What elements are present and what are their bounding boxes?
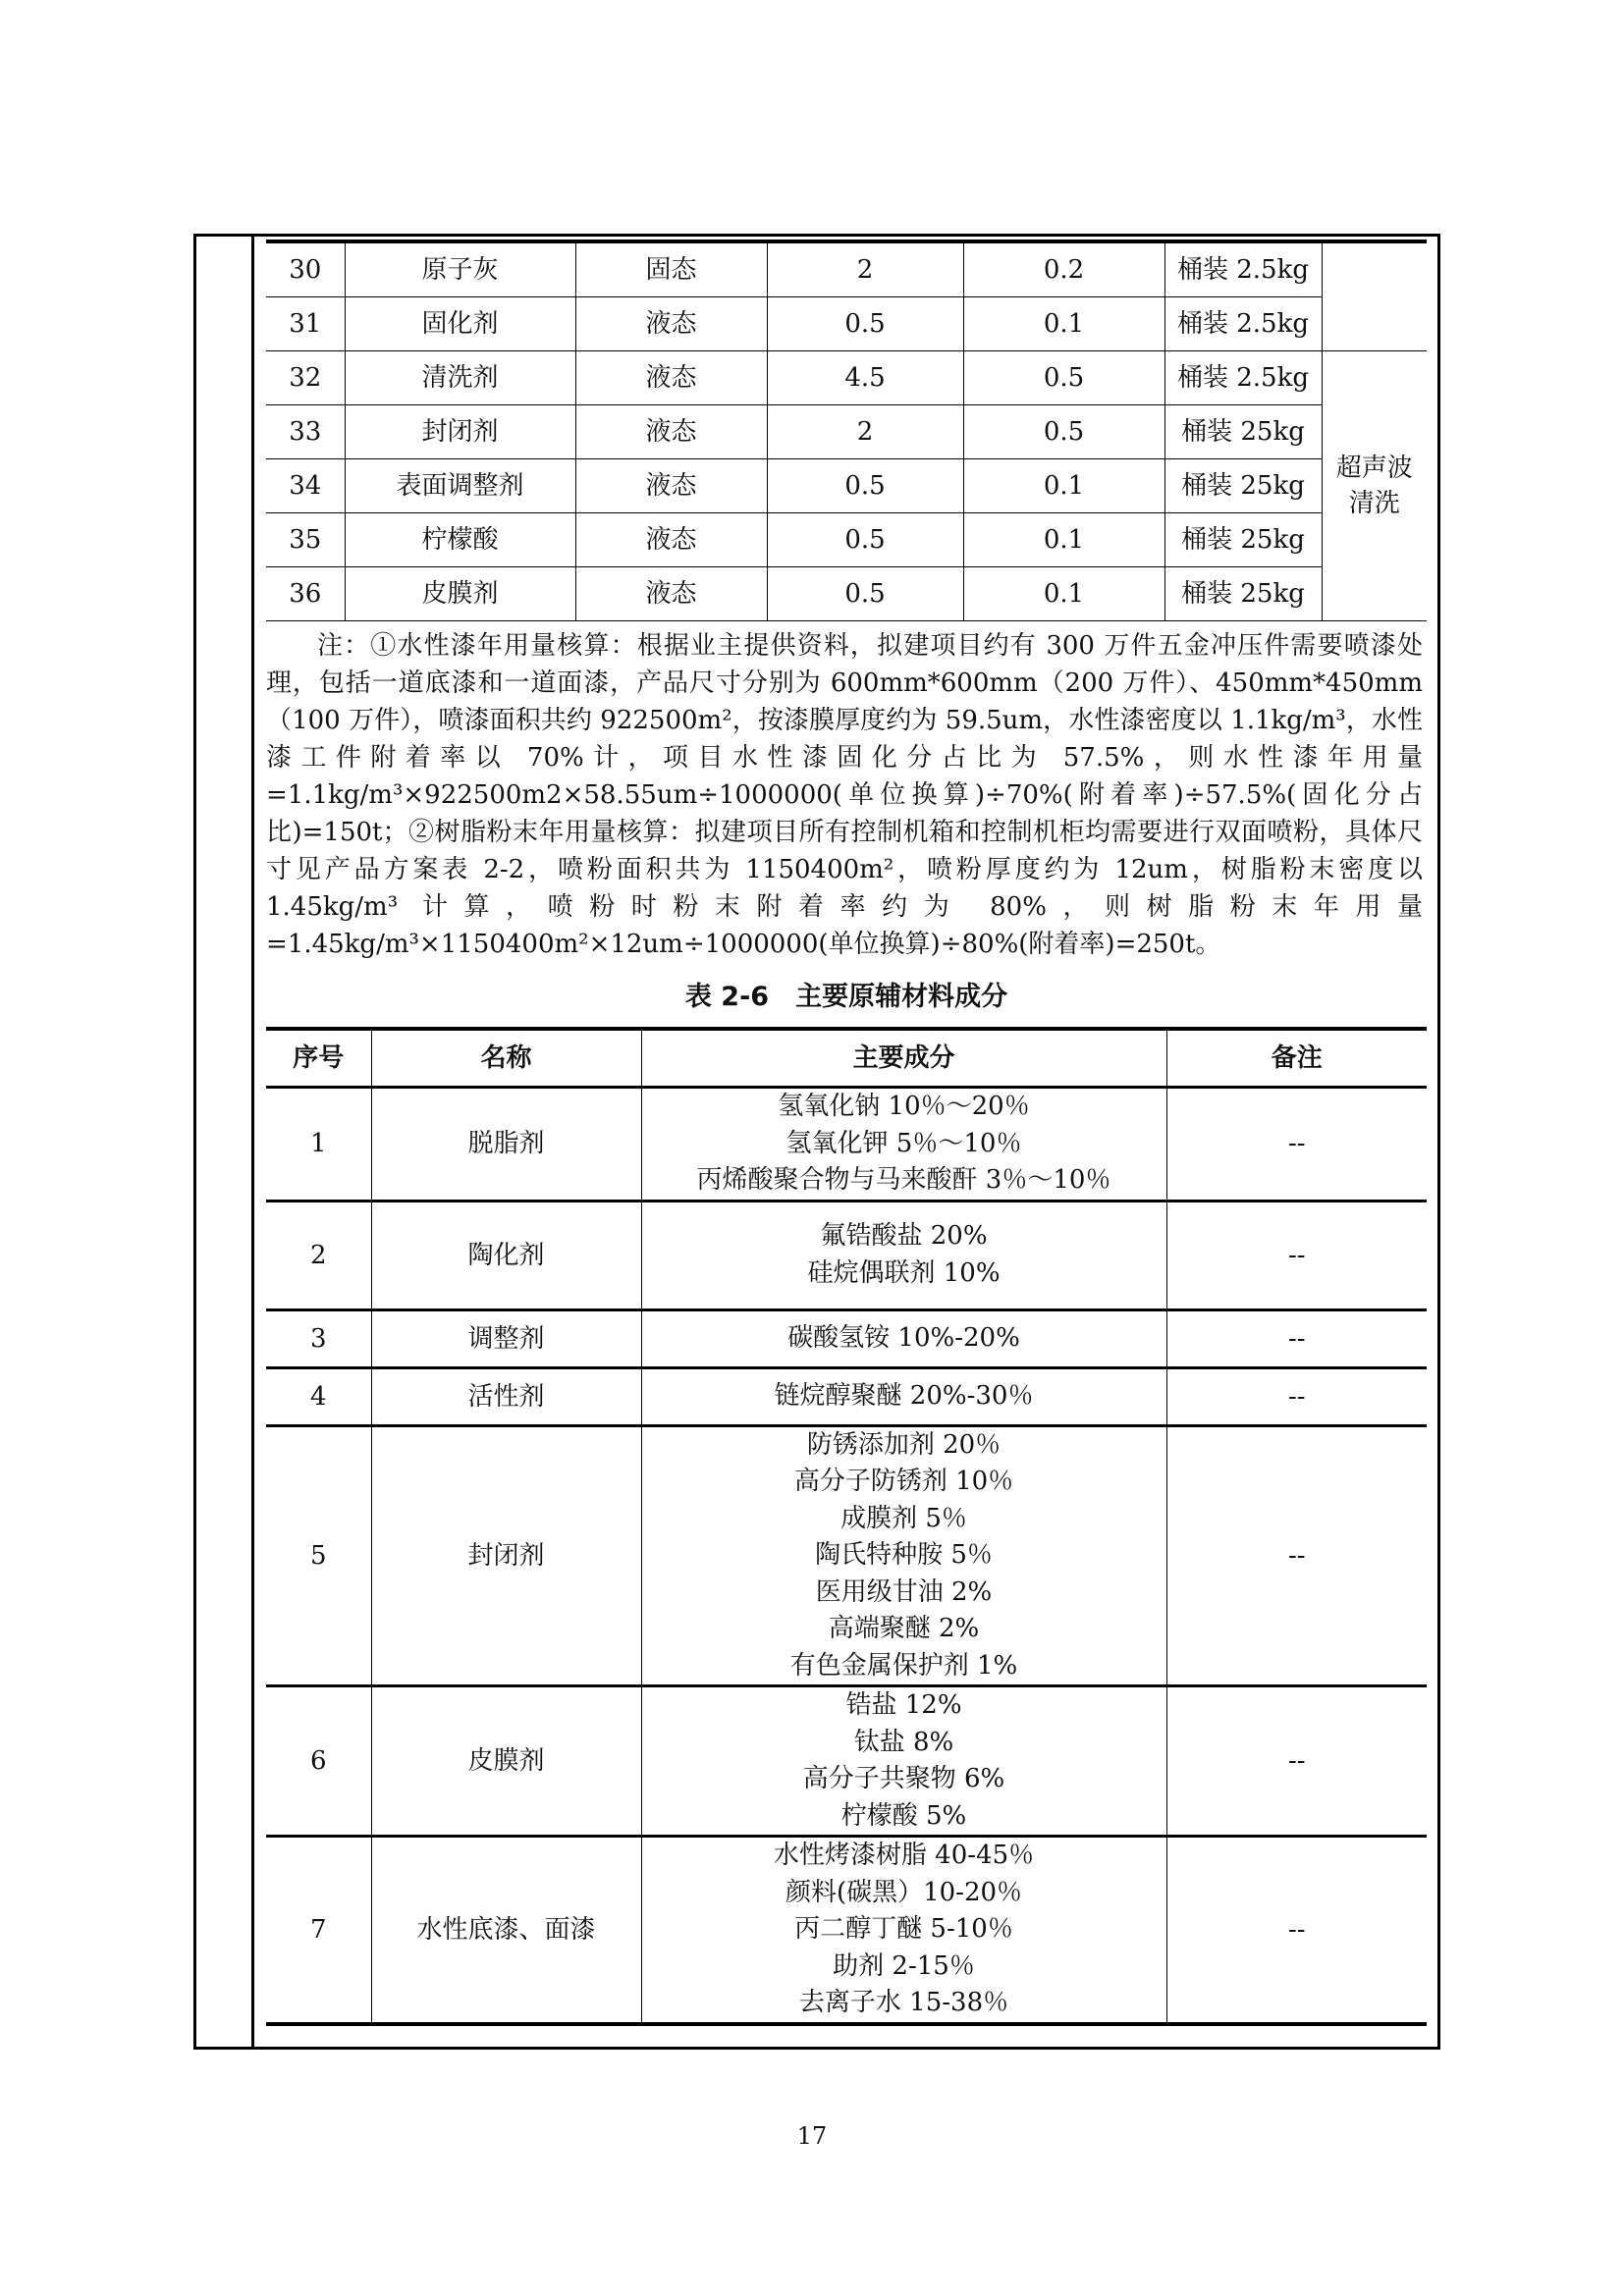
cell-name: 封闭剂 — [345, 405, 575, 459]
cell-remark: -- — [1166, 1367, 1427, 1425]
cell-pack: 桶装 25kg — [1164, 459, 1322, 513]
cell-no: 6 — [266, 1686, 371, 1837]
cell-amount: 2 — [767, 241, 963, 297]
cell-no: 30 — [266, 241, 345, 297]
composition-line: 碳酸氢铵 10%-20% — [787, 1322, 1020, 1353]
cell-remark: -- — [1166, 1088, 1427, 1201]
cell-pack: 桶装 25kg — [1164, 405, 1322, 459]
cell-state: 液态 — [575, 513, 767, 567]
cell-amount: 0.5 — [767, 567, 963, 621]
cell-amount: 2 — [767, 405, 963, 459]
cell-state: 液态 — [575, 297, 767, 351]
cell-composition — [641, 1367, 1166, 1425]
cell-name: 皮膜剂 — [371, 1686, 641, 1837]
cell-storage: 0.5 — [963, 351, 1164, 405]
composition-line: 丙烯酸聚合物与马来酸酐 3％～10％ — [696, 1165, 1111, 1195]
table-row — [266, 459, 1427, 513]
cell-state: 液态 — [575, 567, 767, 621]
cell-pack: 桶装 25kg — [1164, 567, 1322, 621]
materials-table-continued — [266, 240, 1427, 621]
composition-line: 柠檬酸 5% — [840, 1800, 967, 1831]
table-caption: 表 2-6 主要原辅材料成分 — [684, 982, 1008, 1012]
composition-line: 医用级甘油 2% — [815, 1576, 993, 1607]
composition-line: 锆盐 12% — [845, 1690, 962, 1720]
cell-state: 液态 — [575, 459, 767, 513]
cell-amount: 0.5 — [767, 513, 963, 567]
composition-line: 去离子水 15-38％ — [798, 1988, 1009, 2017]
cell-amount: 0.5 — [767, 297, 963, 351]
cell-name: 固化剂 — [345, 297, 575, 351]
cell-name: 表面调整剂 — [345, 459, 575, 513]
cell-no: 1 — [266, 1088, 371, 1201]
cell-no: 4 — [266, 1367, 371, 1425]
table-row — [266, 1309, 1427, 1367]
cell-remark-empty — [1322, 241, 1427, 351]
cell-composition — [641, 1088, 1166, 1201]
composition-line: 防锈添加剂 20％ — [806, 1429, 1001, 1460]
cell-name: 脱脂剂 — [371, 1088, 641, 1201]
composition-line: 高分子共聚物 6% — [802, 1764, 1005, 1793]
frame-divider — [251, 234, 254, 2050]
table-row — [266, 297, 1427, 351]
composition-line: 钛盐 8% — [853, 1727, 954, 1757]
table-row — [266, 241, 1427, 297]
cell-remark: -- — [1166, 1686, 1427, 1837]
table-row — [266, 567, 1427, 621]
cell-composition — [641, 1309, 1166, 1367]
cell-pack: 桶装 25kg — [1164, 513, 1322, 567]
cell-name: 封闭剂 — [371, 1425, 641, 1686]
content-area — [266, 240, 1427, 2026]
cell-state: 液态 — [575, 405, 767, 459]
composition-line: 成膜剂 5％ — [840, 1503, 967, 1533]
cell-no: 36 — [266, 567, 345, 621]
composition-line: 氢氧化钠 10％～20％ — [778, 1092, 1030, 1121]
cell-no: 32 — [266, 351, 345, 405]
cell-pack: 桶装 2.5kg — [1164, 241, 1322, 297]
cell-no: 33 — [266, 405, 345, 459]
cell-name: 原子灰 — [345, 241, 575, 297]
composition-line: 水性烤漆树脂 40-45％ — [773, 1841, 1035, 1870]
header-name: 名称 — [371, 1029, 641, 1088]
cell-storage: 0.1 — [963, 297, 1164, 351]
composition-line: 丙二醇丁醚 5-10％ — [794, 1914, 1013, 1944]
cell-name: 调整剂 — [371, 1309, 641, 1367]
cell-no: 34 — [266, 459, 345, 513]
composition-header-row — [266, 1029, 1427, 1088]
composition-line: 氢氧化钾 5％～10％ — [785, 1128, 1022, 1158]
cell-state: 固态 — [575, 241, 767, 297]
cell-name: 水性底漆、面漆 — [371, 1837, 641, 2024]
cell-remark: -- — [1166, 1309, 1427, 1367]
table-row — [266, 1201, 1427, 1309]
header-no: 序号 — [266, 1029, 371, 1088]
cell-composition — [641, 1686, 1166, 1837]
composition-line: 有色金属保护剂 1% — [789, 1650, 1018, 1681]
table-row — [266, 513, 1427, 567]
composition-line: 助剂 2-15％ — [833, 1950, 975, 1981]
table-row — [266, 1686, 1427, 1837]
composition-line: 高端聚醚 2% — [828, 1614, 980, 1643]
cell-no: 3 — [266, 1309, 371, 1367]
cell-amount: 4.5 — [767, 351, 963, 405]
cell-remark: -- — [1166, 1425, 1427, 1686]
cell-name: 柠檬酸 — [345, 513, 575, 567]
composition-line: 高分子防锈剂 10％ — [793, 1467, 1014, 1496]
cell-composition — [641, 1201, 1166, 1309]
composition-line: 颜料(碳黑）10-20％ — [785, 1877, 1023, 1907]
cell-no: 7 — [266, 1837, 371, 2024]
cell-storage: 0.1 — [963, 513, 1164, 567]
cell-remark: 超声波清洗 — [1322, 351, 1427, 621]
cell-pack: 桶装 2.5kg — [1164, 351, 1322, 405]
cell-pack: 桶装 2.5kg — [1164, 297, 1322, 351]
composition-line: 硅烷偶联剂 10% — [807, 1257, 1001, 1288]
cell-storage: 0.2 — [963, 241, 1164, 297]
table-row — [266, 1088, 1427, 1201]
cell-remark: -- — [1166, 1837, 1427, 2024]
cell-name: 清洗剂 — [345, 351, 575, 405]
cell-composition — [641, 1425, 1166, 1686]
cell-remark: -- — [1166, 1201, 1427, 1309]
cell-no: 31 — [266, 297, 345, 351]
header-remark: 备注 — [1166, 1029, 1427, 1088]
cell-name: 活性剂 — [371, 1367, 641, 1425]
cell-no: 5 — [266, 1425, 371, 1686]
table-row — [266, 1367, 1427, 1425]
composition-line: 链烷醇聚醚 20%-30％ — [774, 1380, 1034, 1411]
table-row — [266, 1425, 1427, 1686]
cell-storage: 0.5 — [963, 405, 1164, 459]
table-row — [266, 405, 1427, 459]
cell-amount: 0.5 — [767, 459, 963, 513]
cell-no: 35 — [266, 513, 345, 567]
composition-line: 陶氏特种胺 5％ — [815, 1540, 993, 1570]
usage-note: 注：①水性漆年用量核算：根据业主提供资料，拟建项目约有 300 万件五金冲压件需要喷漆处理，包括一道底漆和一道面漆，产品尺寸分别为 600mm*600mm（200 万件）、450mm*450mm（100 万件），喷漆面积共约 922500m²，按漆膜厚度约为 59.5um，水性漆密度以 1.1kg/m³，水性漆工件附着率以 70%计，项目水性漆固化分占比为 57.5%，则水性漆年用量=1.1kg/m³×922500m2×58.55um÷1000000(单位换算)÷70%(附着率)÷57.5%(固化分占比)=150t；②树脂粉末年用量核算：拟建项目所有控制机箱和控制机柜均需要进行双面喷粉，具体尺寸见产品方案表 2-2，喷粉面积共为 1150400m²，喷粉厚度约为 12um，树脂粉末密度以 1.45kg/m³ 计算，喷粉时粉末附着率约为 80%，则树脂粉末年用量=1.45kg/m³×1150400m²×12um÷1000000(单位换算)÷80%(附着率)=250t。 — [266, 631, 1423, 959]
cell-no: 2 — [266, 1201, 371, 1309]
cell-name: 皮膜剂 — [345, 567, 575, 621]
cell-state: 液态 — [575, 351, 767, 405]
cell-storage: 0.1 — [963, 459, 1164, 513]
header-composition: 主要成分 — [641, 1029, 1166, 1088]
composition-line: 氟锆酸盐 20% — [820, 1221, 988, 1251]
cell-name: 陶化剂 — [371, 1201, 641, 1309]
cell-composition — [641, 1837, 1166, 2024]
composition-table — [266, 1027, 1427, 2026]
table-row — [266, 1837, 1427, 2024]
table-row — [266, 351, 1427, 405]
page-number: 17 — [796, 2122, 828, 2150]
cell-storage: 0.1 — [963, 567, 1164, 621]
